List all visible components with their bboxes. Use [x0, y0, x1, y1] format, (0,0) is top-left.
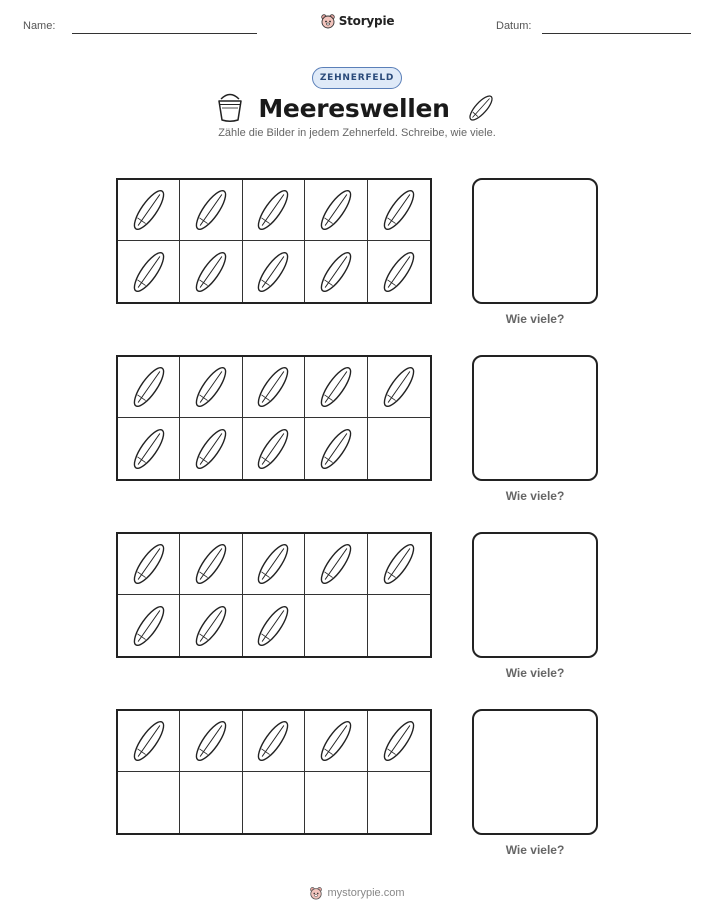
footer: [0, 886, 714, 900]
frame-cell: [118, 534, 180, 595]
surfboard-icon: [251, 600, 295, 652]
surfboard-icon: [189, 246, 233, 298]
answer-box[interactable]: [472, 709, 598, 835]
surfboard-icon: [377, 246, 421, 298]
frame-cell: [180, 418, 242, 479]
brand-logo: [0, 13, 714, 29]
page-title: Meereswellen: [258, 93, 450, 123]
frame-cell: [368, 418, 430, 479]
frame-cell: [368, 180, 430, 241]
frame-cell: [305, 357, 367, 418]
exercise-row-4: [0, 709, 714, 859]
frame-cell: [243, 595, 305, 656]
answer-label: Wie viele?: [505, 843, 565, 857]
frame-cell: [243, 534, 305, 595]
ten-frame: [116, 355, 432, 481]
surfboard-icon: [189, 184, 233, 236]
surfboard-icon: [251, 715, 295, 767]
frame-cell: [180, 357, 242, 418]
footer-url: mystorypie.com: [327, 887, 405, 899]
ten-frame: [116, 709, 432, 835]
frame-cell: [368, 357, 430, 418]
frame-cell: [118, 241, 180, 302]
name-label: Name:: [23, 20, 56, 32]
sand-bucket-icon: [216, 93, 244, 123]
surfboard-icon: [377, 538, 421, 590]
exercise-row-2: [0, 355, 714, 505]
frame-cell: [243, 772, 305, 833]
surfboard-icon: [127, 246, 171, 298]
frame-cell: [368, 595, 430, 656]
answer-label: Wie viele?: [505, 312, 565, 326]
frame-cell: [368, 241, 430, 302]
frame-cell: [243, 711, 305, 772]
frame-cell: [305, 241, 367, 302]
surfboard-icon: [127, 423, 171, 475]
frame-cell: [118, 180, 180, 241]
frame-cell: [180, 711, 242, 772]
frame-cell: [243, 180, 305, 241]
surfboard-icon: [377, 361, 421, 413]
frame-cell: [180, 772, 242, 833]
frame-cell: [368, 772, 430, 833]
surfboard-icon: [314, 184, 358, 236]
frame-cell: [305, 534, 367, 595]
frame-cell: [180, 180, 242, 241]
date-label: Datum:: [496, 20, 532, 32]
surfboard-icon: [189, 423, 233, 475]
answer-label: Wie viele?: [505, 489, 565, 503]
surfboard-icon: [464, 91, 498, 125]
instruction-text: Zähle die Bilder in jedem Zehnerfeld. Schreibe, wie viele.: [218, 127, 496, 139]
frame-cell: [243, 418, 305, 479]
frame-cell: [305, 595, 367, 656]
frame-cell: [118, 418, 180, 479]
surfboard-icon: [314, 538, 358, 590]
bear-mascot-icon: [320, 13, 336, 29]
surfboard-icon: [377, 184, 421, 236]
date-line[interactable]: [542, 33, 691, 34]
frame-cell: [305, 418, 367, 479]
surfboard-icon: [189, 715, 233, 767]
category-badge: ZEHNERFELD: [312, 67, 402, 89]
frame-cell: [180, 241, 242, 302]
exercise-row-3: [0, 532, 714, 682]
frame-cell: [243, 241, 305, 302]
frame-cell: [368, 711, 430, 772]
surfboard-icon: [189, 361, 233, 413]
surfboard-icon: [127, 361, 171, 413]
answer-box[interactable]: [472, 532, 598, 658]
frame-cell: [305, 711, 367, 772]
answer-box[interactable]: [472, 355, 598, 481]
surfboard-icon: [251, 538, 295, 590]
surfboard-icon: [189, 600, 233, 652]
surfboard-icon: [251, 361, 295, 413]
frame-cell: [180, 595, 242, 656]
frame-cell: [305, 772, 367, 833]
frame-cell: [368, 534, 430, 595]
name-line[interactable]: [72, 33, 257, 34]
surfboard-icon: [189, 538, 233, 590]
surfboard-icon: [251, 184, 295, 236]
surfboard-icon: [127, 538, 171, 590]
frame-cell: [118, 357, 180, 418]
answer-box[interactable]: [472, 178, 598, 304]
ten-frame: [116, 532, 432, 658]
frame-cell: [243, 357, 305, 418]
surfboard-icon: [314, 361, 358, 413]
surfboard-icon: [127, 600, 171, 652]
frame-cell: [118, 772, 180, 833]
frame-cell: [118, 711, 180, 772]
ten-frame: [116, 178, 432, 304]
surfboard-icon: [314, 246, 358, 298]
frame-cell: [305, 180, 367, 241]
surfboard-icon: [127, 715, 171, 767]
frame-cell: [118, 595, 180, 656]
title-row: [0, 90, 714, 126]
answer-label: Wie viele?: [505, 666, 565, 680]
surfboard-icon: [251, 246, 295, 298]
surfboard-icon: [127, 184, 171, 236]
surfboard-icon: [314, 423, 358, 475]
bear-mascot-icon: [309, 886, 323, 900]
surfboard-icon: [314, 715, 358, 767]
surfboard-icon: [377, 715, 421, 767]
surfboard-icon: [251, 423, 295, 475]
frame-cell: [180, 534, 242, 595]
exercise-row-1: [0, 178, 714, 328]
brand-name: Storypie: [338, 14, 395, 28]
